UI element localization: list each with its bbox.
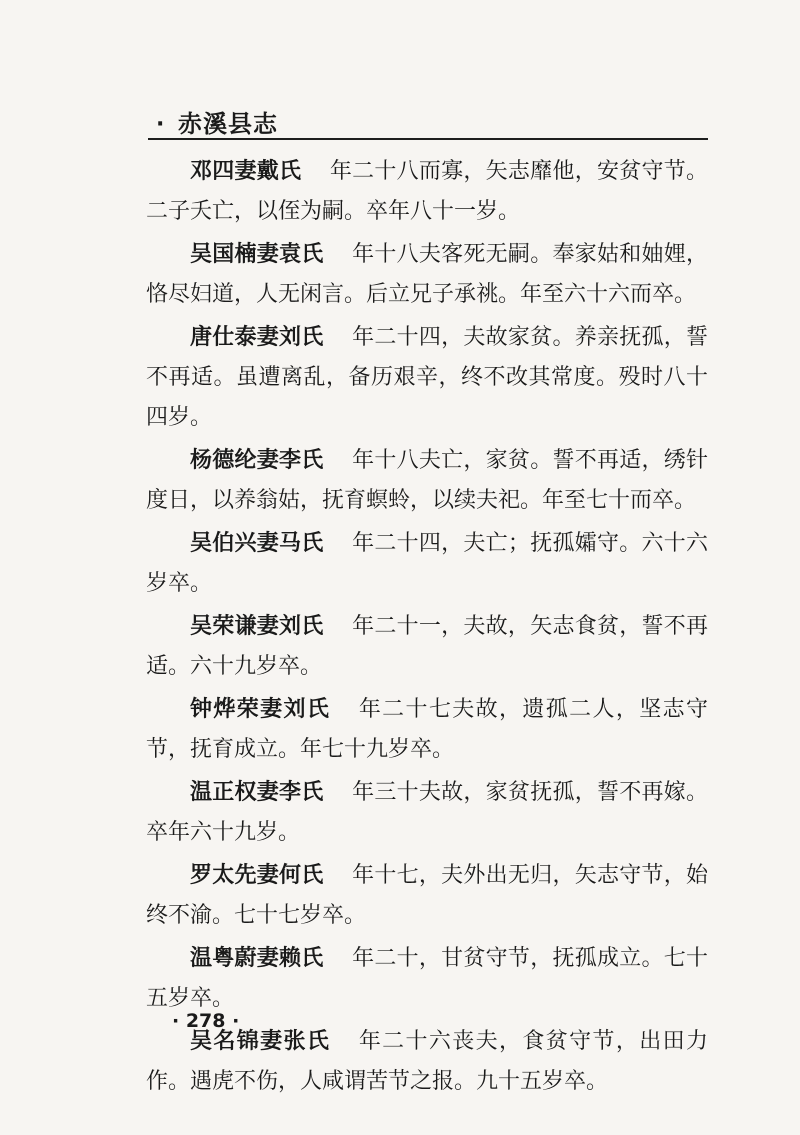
page-number: · 278 · — [172, 1010, 240, 1032]
entry-name: 吴国楠妻袁氏 — [190, 242, 324, 267]
entry-name: 罗太先妻何氏 — [190, 863, 324, 888]
entry-text: 年三十夫故，家贫抚孤，誓不再嫁。卒年六十九岁。 — [146, 780, 708, 845]
entry-text: 年二十七夫故，遗孤二人，坚志守节，抚育成立。年七十九岁卒。 — [146, 697, 708, 762]
entry-text: 年十八夫客死无嗣。奉家姑和妯娌，恪尽妇道，人无闲言。后立兄子承祧。年至六十六而卒。 — [146, 242, 708, 307]
biography-entry — [146, 607, 708, 687]
entry-name: 温正权妻李氏 — [190, 780, 324, 805]
biography-entry — [146, 1022, 708, 1102]
biography-entry — [146, 524, 708, 604]
entry-text: 年二十六丧夫，食贫守节，出田力作。遇虎不伤，人咸谓苦节之报。九十五岁卒。 — [146, 1029, 708, 1094]
header-title: 赤溪县志 — [178, 110, 278, 138]
biography-entry — [146, 690, 708, 770]
entry-name: 钟烨荣妻刘氏 — [190, 697, 331, 722]
running-header — [148, 100, 708, 140]
entry-name: 吴荣谦妻刘氏 — [190, 614, 324, 639]
entry-text: 年二十四，夫亡；抚孤孀守。六十六岁卒。 — [146, 531, 708, 596]
entry-text: 年二十四，夫故家贫。养亲抚孤，誓不再适。虽遭离乱，备历艰辛，终不改其常度。殁时八十四岁。 — [146, 325, 708, 430]
entry-text: 年二十八而寡，矢志靡他，安贫守节。二子夭亡，以侄为嗣。卒年八十一岁。 — [146, 159, 708, 224]
entry-name: 唐仕泰妻刘氏 — [190, 325, 324, 350]
entry-name: 杨德纶妻李氏 — [190, 448, 324, 473]
entry-name: 邓四妻戴氏 — [190, 159, 302, 184]
header-bullet: · — [156, 112, 165, 137]
entry-name: 吴伯兴妻马氏 — [190, 531, 324, 556]
entry-name: 温粤蔚妻赖氏 — [190, 946, 324, 971]
biography-entry — [146, 773, 708, 853]
entry-text: 年二十，甘贫守节，抚孤成立。七十五岁卒。 — [146, 946, 708, 1011]
biography-entry — [146, 235, 708, 315]
entry-text: 年十七，夫外出无归，矢志守节，始终不渝。七十七岁卒。 — [146, 863, 708, 928]
biography-entry — [146, 318, 708, 438]
entry-name: 吴名锦妻张氏 — [190, 1029, 331, 1054]
biography-entry — [146, 152, 708, 232]
biography-entry — [146, 856, 708, 936]
biography-entry — [146, 939, 708, 1019]
entry-text: 年二十一，夫故，矢志食贫，誓不再适。六十九岁卒。 — [146, 614, 708, 679]
main-text — [146, 152, 708, 1105]
entry-text: 年十八夫亡，家贫。誓不再适，绣针度日，以养翁姑，抚育螟蛉，以续夫祀。年至七十而卒。 — [146, 448, 708, 513]
biography-entry — [146, 441, 708, 521]
